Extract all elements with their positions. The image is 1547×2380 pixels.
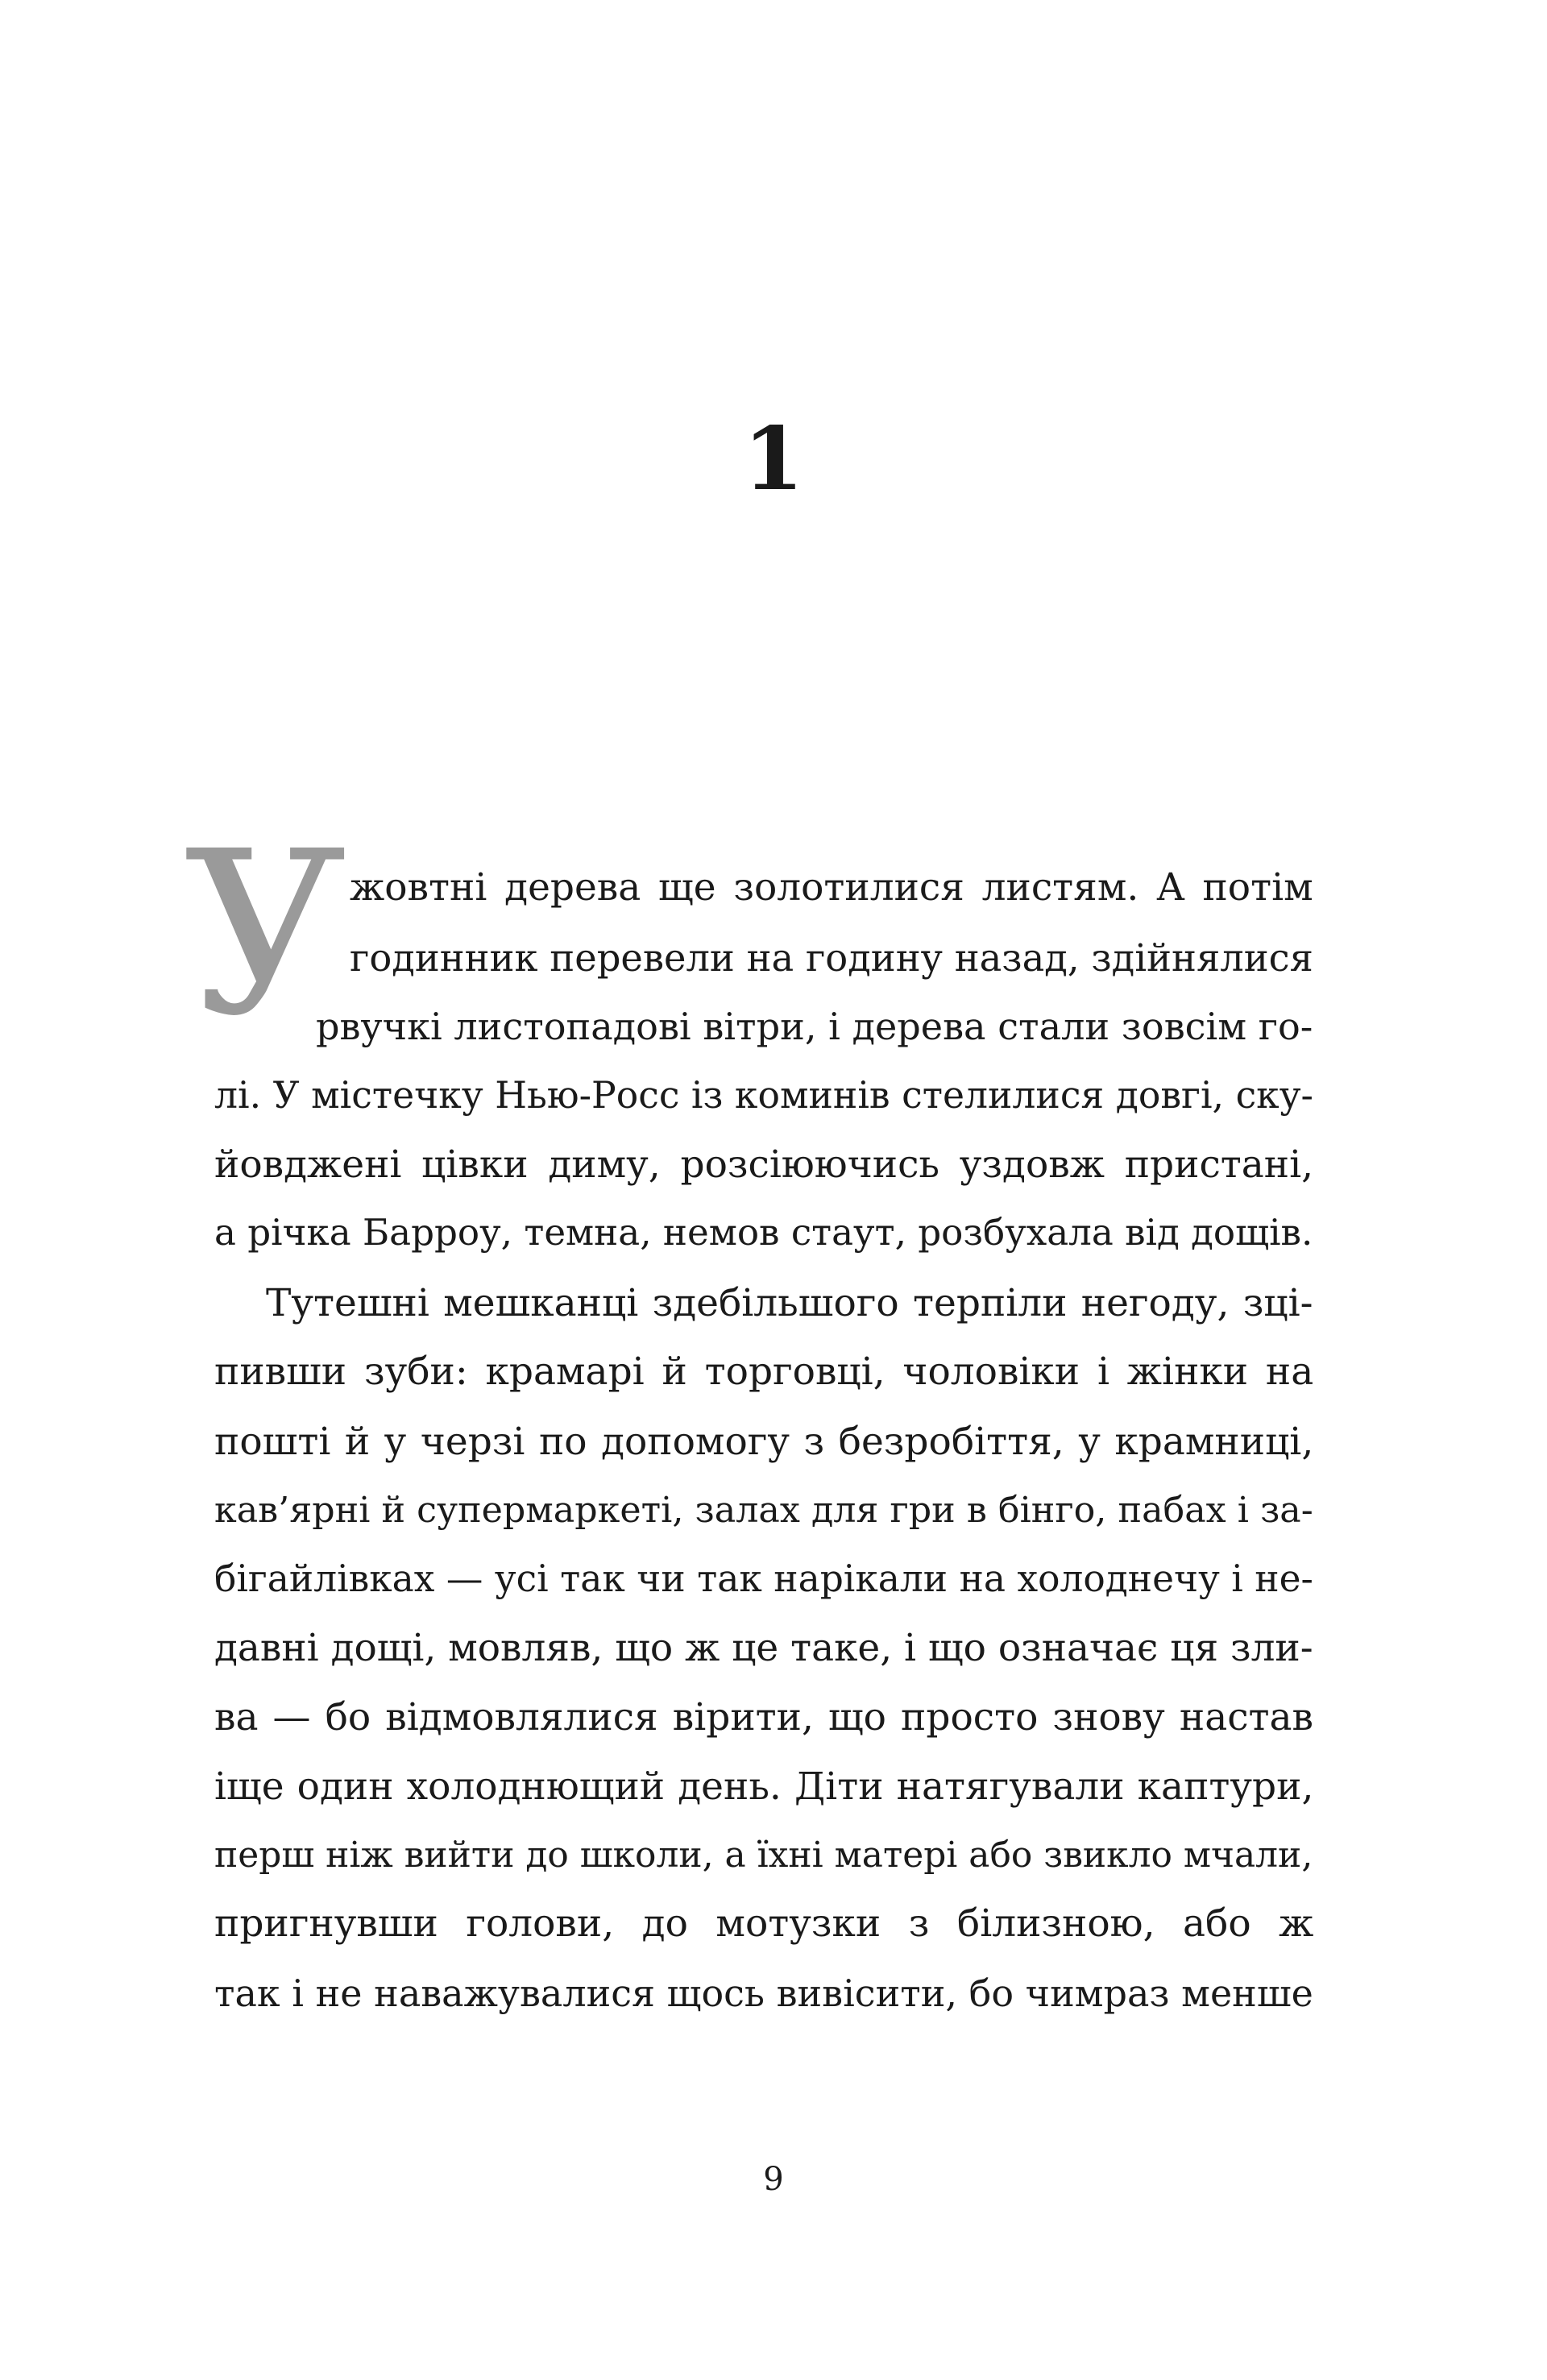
text-line: ва — бо відмовлялися вірити, що просто знову настав (214, 1695, 1314, 1739)
text-line: так і не наважувалися щось вивісити, бо чимраз менше (214, 1972, 1313, 2015)
text-line: пивши зуби: крамарі й торговці, чоловіки і жінки на (214, 1350, 1314, 1394)
text-line: пригнувши голови, до мотузки з білизною, або ж (214, 1901, 1314, 1946)
text-line: перш ніж вийти до школи, а їхні матері або звикло мчали, (214, 1835, 1313, 1876)
text-line: іще один холоднющий день. Діти натягували каптури, (214, 1764, 1314, 1809)
page-number: 9 (763, 2161, 784, 2198)
text-line: рвучкі листопадові вітри, і дерева стали зовсім го- (316, 1005, 1313, 1048)
text-line: жовтні дерева ще золотилися листям. А потім (350, 865, 1313, 910)
drop-cap: У (184, 803, 347, 1066)
chapter-number: 1 (743, 408, 804, 510)
text-line: пошті й у черзі по допомогу з безробіття, у крамниці, (214, 1420, 1314, 1464)
text-line: йовджені цівки диму, розсіюючись уздовж пристані, (214, 1142, 1314, 1187)
text-line: а річка Барроу, темна, немов стаут, розбухала від дощів. (214, 1211, 1313, 1254)
text-line: бігайлівках — усі так чи так нарікали на холоднечу і не- (214, 1557, 1313, 1600)
text-line: годинник перевели на годину назад, здійнялися (350, 936, 1313, 980)
text-line: Тутешні мешканці здебільшого терпіли негоду, зці- (266, 1281, 1313, 1325)
text-line: давні дощі, мовляв, що ж це таке, і що означає ця зли- (214, 1626, 1313, 1670)
text-line: кав’ярні й супермаркеті, залах для гри в бінго, пабах і за- (214, 1490, 1313, 1531)
text-line: лі. У містечку Нью-Росс із коминів стелилися довгі, ску- (214, 1074, 1313, 1117)
